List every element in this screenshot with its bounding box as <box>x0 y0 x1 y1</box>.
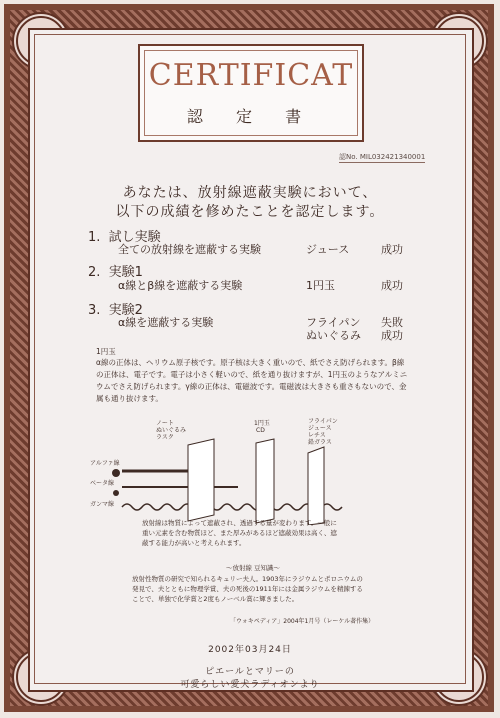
label-pan: フライパン <box>308 418 338 425</box>
label-plush: ぬいぐるみ <box>156 427 187 434</box>
experiment-result: 失敗 <box>381 316 403 329</box>
alpha-particle-icon <box>112 469 120 477</box>
diagram-caption: 放射線は物質によって遮蔽され、透過する量が変わります。一般に重い元素を含む物質ほど、また厚みがあるほど遮蔽効果は高く、遮蔽する能力が高いと考えられます。 <box>142 519 337 547</box>
experiment-number: 1. <box>88 230 101 245</box>
experiment-desc: 全ての放射線を遮蔽する実験 <box>118 243 261 256</box>
signature-line-2: 可愛らしい愛犬ラディオンより <box>180 680 320 690</box>
coin-shield <box>256 439 274 523</box>
label-juice: ジュース <box>308 425 332 432</box>
experiment-result: 成功 <box>381 329 403 342</box>
experiment-item: ジュース <box>306 243 350 256</box>
certificate-number: 認No. MIL032421340001 <box>339 153 426 161</box>
label-lettuce: レチス <box>308 432 326 439</box>
notes-heading: 1円玉 <box>96 347 116 356</box>
label-notebook: ノート <box>156 420 174 427</box>
experiment-desc: α線を遮蔽する実験 <box>118 316 214 329</box>
experiment-number: 3. <box>88 303 101 318</box>
beta-label: ベータ線 <box>90 480 115 487</box>
signature-line-1: ピエールとマリーの <box>205 667 295 677</box>
experiment-item: ぬいぐるみ <box>306 329 361 342</box>
experiment-result: 成功 <box>381 279 403 292</box>
experiment-result: 成功 <box>381 243 403 256</box>
title-plaque <box>138 44 364 142</box>
issue-date: 2002年03月24日 <box>208 645 292 655</box>
experiment-title: 実験1 <box>108 265 143 280</box>
trivia-source: 「ウォキペディア」2004年1月号（レーケル著作集） <box>230 618 375 625</box>
label-rusk: ラスク <box>156 434 174 441</box>
shielding-diagram <box>88 415 418 525</box>
lead-shield <box>308 447 324 525</box>
experiment-item: 1円玉 <box>306 279 335 292</box>
alpha-label: アルファ線 <box>90 460 120 467</box>
experiment-item: フライパン <box>306 316 361 329</box>
intro-line-2: 以下の成績を修めたことを認定します。 <box>115 204 385 220</box>
gamma-label: ガンマ線 <box>90 501 115 508</box>
experiment-title: 実験2 <box>108 303 143 318</box>
title-english: CERTIFICAT <box>148 58 354 93</box>
title-japanese: 認 定 書 <box>186 107 316 126</box>
intro-line-1: あなたは、放射線遮蔽実験において、 <box>122 185 378 201</box>
trivia-body: 放射性物質の研究で知られるキュリー夫人。1903年にラジウムとポロニウムの発見で、夫とともに物理学賞、夫の死後の1911年には金属ラジウムを精錬することで、単独で化学賞と2度もノーベル賞に輝きました。 <box>132 575 363 603</box>
label-leadglass: 鉛ガラス <box>308 439 332 446</box>
label-cd: CD <box>256 427 265 434</box>
experiment-number: 2. <box>88 265 101 280</box>
trivia-heading: 〜放射線 豆知識〜 <box>225 564 281 572</box>
label-1yen: 1円玉 <box>254 420 270 427</box>
beta-particle-icon <box>113 490 119 496</box>
paper-shield <box>188 439 214 521</box>
experiment-title: 試し実験 <box>108 230 161 245</box>
experiment-desc: α線とβ線を遮蔽する実験 <box>118 279 243 292</box>
notes-body: α線の正体は、ヘリウム原子核です。原子核は大きく重いので、紙でさえ防げられます。β線の正体は、電子です。電子は小さく軽いので、紙を通り抜けますが、1円玉のようなアルミニウムでさえ防げられます。γ線の正体は、電磁波です。電磁波は大きさも重さもないので、金属も通り抜けます。 <box>96 358 408 403</box>
